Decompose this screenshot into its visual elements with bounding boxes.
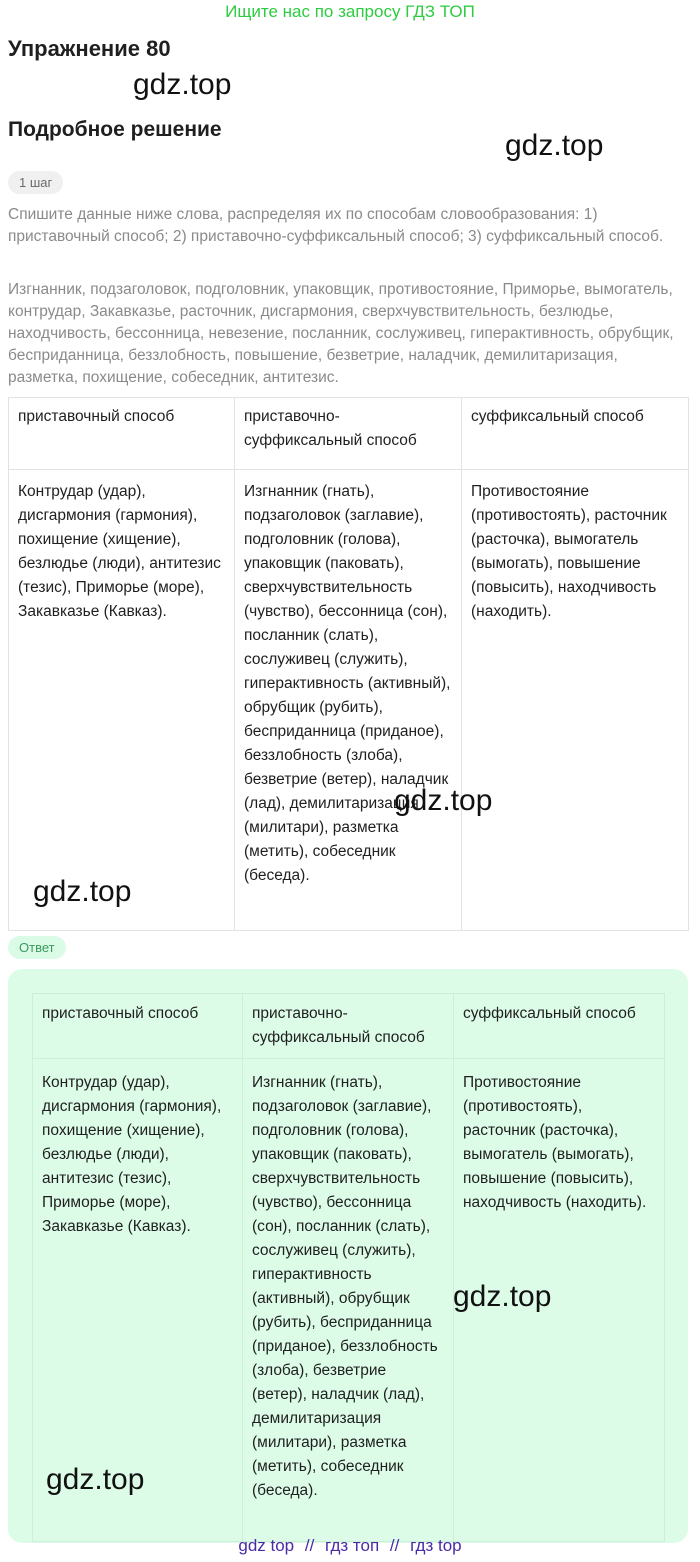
section-title: Подробное решение xyxy=(8,118,222,141)
table-header-row xyxy=(33,994,665,1059)
table-header-cell: суффиксальный способ xyxy=(454,994,665,1059)
footer-links xyxy=(0,1536,700,1556)
table-cell: Противостояние (противостоять), расточник (расточка), вымогатель (вымогать), повышение (повысить), находчивость (находить). xyxy=(462,470,689,931)
footer-separator: // xyxy=(389,1536,400,1555)
table-header-cell: приставочный способ xyxy=(9,398,235,470)
table-cell: Противостояние (противостоять), расточник (расточка), вымогатель (вымогать), повышение (повысить), находчивость (находить). xyxy=(454,1059,665,1542)
watermark: gdz.top xyxy=(453,1280,552,1313)
table-header-row xyxy=(9,398,689,470)
watermark: gdz.top xyxy=(33,875,132,908)
table-cell: Изгнанник (гнать), подзаголовок (заглавие), подголовник (голова), упаковщик (паковать), сверхчувствительность (чувство), бессонница (сон), посланник (слать), сослуживец (служить), гиперактивность (активный), обрубщик (рубить), бесприданница (приданое), беззлобность (злоба), безветрие (ветер), наладчик (лад), демилитаризация (милитари), разметка (метить), собеседник (беседа). xyxy=(243,1059,454,1542)
table-header-cell: приставочно-суффиксальный способ xyxy=(243,994,454,1059)
watermark: gdz.top xyxy=(133,68,232,101)
watermark: gdz.top xyxy=(394,784,493,817)
watermark: gdz.top xyxy=(505,129,604,162)
exercise-title: Упражнение 80 xyxy=(8,36,171,61)
table-header-cell: приставочный способ xyxy=(33,994,243,1059)
solution-table xyxy=(8,397,689,931)
table-row xyxy=(9,470,689,931)
watermark: gdz.top xyxy=(46,1463,145,1496)
task-instruction: Спишите данные ниже слова, распределяя их по способам словообразования: 1) приставочный способ; 2) приставочно-суффиксальный способ; 3) суффиксальный способ. xyxy=(8,206,664,245)
table-cell: Контрудар (удар), дисгармония (гармония), похищение (хищение), безлюдье (люди), антитезис (тезис), Приморье (море), Закавказье (Кавказ). xyxy=(33,1059,243,1542)
table-header-cell: суффиксальный способ xyxy=(462,398,689,470)
footer-link[interactable]: gdz top xyxy=(238,1536,295,1555)
search-banner: Ищите нас по запросу ГДЗ ТОП xyxy=(225,2,475,21)
table-header-cell: приставочно-суффиксальный способ xyxy=(235,398,462,470)
table-cell: Изгнанник (гнать), подзаголовок (заглавие), подголовник (голова), упаковщик (паковать), сверхчувствительность (чувство), бессонница (сон), посланник (слать), сослуживец (служить), гиперактивность (активный), обрубщик (рубить), бесприданница (приданое), беззлобность (злоба), безветрие (ветер), наладчик (лад), демилитаризация (милитари), разметка (метить), собеседник (беседа). xyxy=(235,470,462,931)
footer-separator: // xyxy=(304,1536,315,1555)
table-cell: Контрудар (удар), дисгармония (гармония), похищение (хищение), безлюдье (люди), антитезис (тезис), Приморье (море), Закавказье (Кавказ). xyxy=(9,470,235,931)
footer-link[interactable]: гдз топ xyxy=(325,1536,380,1555)
step-badge: 1 шаг xyxy=(8,171,63,194)
answer-badge: Ответ xyxy=(8,936,66,959)
footer-link[interactable]: гдз top xyxy=(410,1536,462,1555)
task-word-list: Изгнанник, подзаголовок, подголовник, упаковщик, противостояние, Приморье, вымогатель, контрудар, Закавказье, расточник, дисгармония, сверхчувствительность, безлюдье, находчивость, бессонница, невезение, посланник, сослуживец, гиперактивность, обрубщик, бесприданница, беззлобность, повышение, безветрие, наладчик, демилитаризация, разметка, похищение, собеседник, антитезис. xyxy=(8,281,674,386)
answer-table xyxy=(32,993,665,1542)
